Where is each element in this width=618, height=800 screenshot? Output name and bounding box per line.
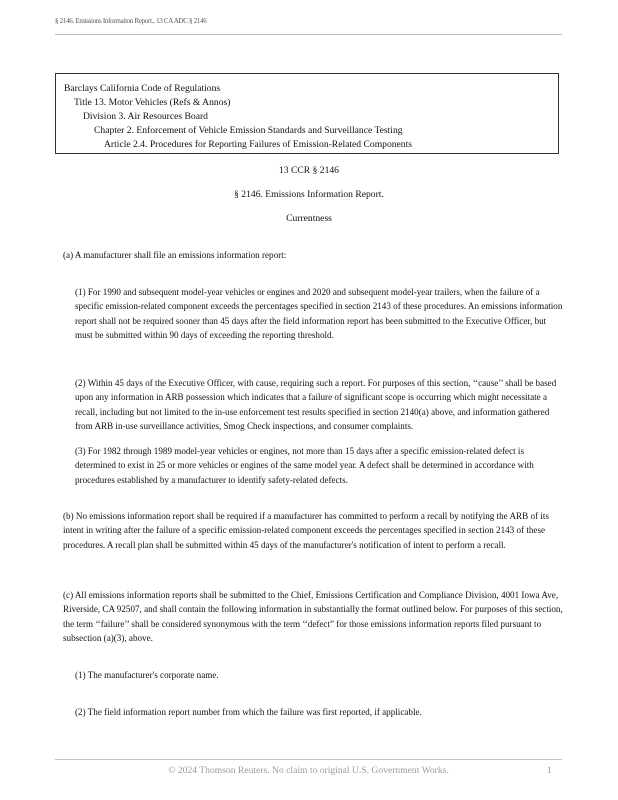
cite-reference: 13 CCR § 2146 (279, 165, 339, 176)
paragraph-c1: (1) The manufacturer's corporate name. (75, 670, 219, 680)
footer-divider (55, 759, 562, 760)
paragraph-a: (a) A manufacturer shall file an emissions information report: (63, 250, 287, 260)
paragraph-a1: (1) For 1990 and subsequent model-year vehicles or engines and 2020 and subsequent model-year trailers, when the failure of a specific emission-related component exceeds the percentages specified in section 2143 of these procedures. An emissions information report shall not be required sooner than 45 days after the field information report has been submitted to the Executive Officer, but must be submitted within 90 days of exceeding the reporting threshold. (75, 287, 563, 341)
paragraph-b: (b) No emissions information report shall be required if a manufacturer has committed to perform a recall by notifying the ARB of its intent in writing after the failure of a specific emission-related component exceeds the percentages specified in section 2143 of these procedures. A recall plan shall be submitted within 45 days of the manufacturer's notification of intent to perform a recall. (63, 511, 549, 550)
citation-title: Title 13. Motor Vehicles (Refs & Annos) (74, 97, 231, 109)
running-head: § 2146. Emissions Information Report., 13 CA ADC § 2146 (55, 17, 207, 25)
paragraph-c2: (2) The field information report number from which the failure was first reported, if applicable. (75, 707, 422, 717)
section-title: § 2146. Emissions Information Report. (234, 189, 384, 200)
citation-division: Division 3. Air Resources Board (83, 111, 208, 123)
paragraph-c: (c) All emissions information reports shall be submitted to the Chief, Emissions Certification and Compliance Division, 4001 Iowa Ave, Riverside, CA 92507, and shall contain the following information in substantially the format outlined below. For purposes of this section, the term ‘‘failure’’ shall be considered synonymous with the term ‘‘defect” for those emissions information reports filed pursuant to subsection (a)(3), above. (63, 590, 563, 644)
header-divider (55, 34, 562, 35)
citation-hierarchy-box (55, 73, 559, 154)
paragraph-a2: (2) Within 45 days of the Executive Officer, with cause, requiring such a report. For purposes of this section, ‘‘cause’’ shall be based upon any information in ARB possession which indicates that a failure of significant scope is occurring which might necessitate a recall, including but not limited to the in-use enforcement test results specified in section 2140(a) above, and information gathered from ARB in-use surveillance activities, Smog Check inspections, and consumer complaints. (75, 378, 557, 432)
currentness-link[interactable]: Currentness (286, 213, 332, 224)
page-number: 1 (547, 765, 552, 776)
citation-article: Article 2.4. Procedures for Reporting Failures of Emission-Related Components (104, 139, 413, 151)
copyright-footer: © 2024 Thomson Reuters. No claim to original U.S. Government Works. (168, 765, 449, 776)
citation-chapter: Chapter 2. Enforcement of Vehicle Emission Standards and Surveillance Testing (94, 125, 403, 137)
citation-code-title: Barclays California Code of Regulations (64, 83, 221, 94)
paragraph-a3: (3) For 1982 through 1989 model-year vehicles or engines, not more than 15 days after a specific emission-related defect is determined to exist in 25 or more vehicles or engines of the same model year. A defect shall be determined in accordance with procedures established by a manufacturer to identify safety-related defects. (75, 446, 534, 485)
